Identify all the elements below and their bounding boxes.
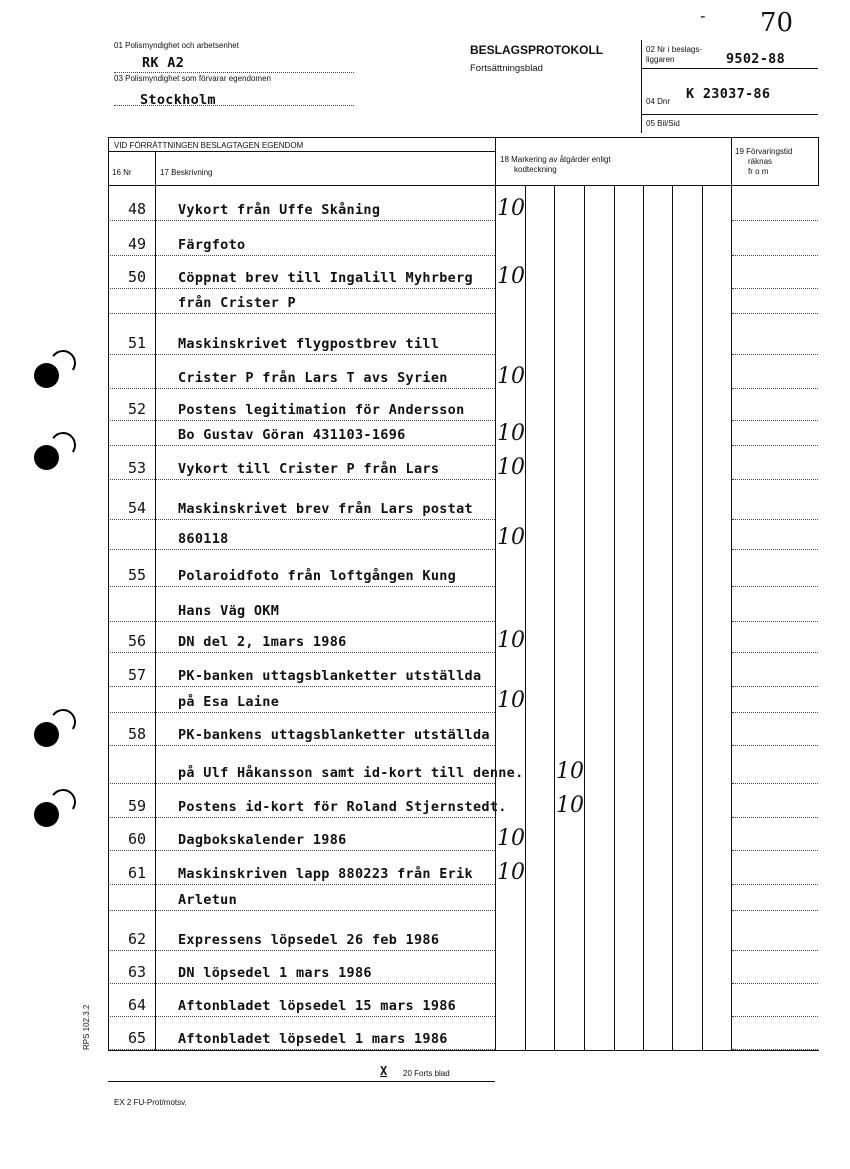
item-number: 52 <box>128 400 147 418</box>
item-description: Maskinskriven lapp 880223 från Erik <box>178 866 473 882</box>
action-mark: 10 <box>556 759 584 784</box>
item-description: Maskinskrivet flygpostbrev till <box>178 336 440 352</box>
item-description: PK-banken uttagsblanketter utställda <box>178 668 482 684</box>
col18-header-line2: kodteckning <box>514 165 557 174</box>
field02-value: 9502-88 <box>726 51 785 67</box>
page-number: 70 <box>760 8 794 38</box>
item-description: Aftonbladet löpsedel 15 mars 1986 <box>178 998 457 1014</box>
bottom-code: EX 2 FU-Prot/motsv. <box>114 1098 187 1107</box>
item-description: Polaroidfoto från loftgången Kung <box>178 568 457 584</box>
action-mark: 10 <box>497 196 525 221</box>
item-description: Postens legitimation för Andersson <box>178 402 465 418</box>
item-number: 59 <box>128 797 147 815</box>
action-mark: 10 <box>497 860 525 885</box>
item-description: DN löpsedel 1 mars 1986 <box>178 965 372 981</box>
field02-label-line2: liggaren <box>646 55 675 64</box>
item-number: 53 <box>128 459 147 477</box>
item-number: 50 <box>128 268 147 286</box>
col17-header: 17 Beskrivning <box>160 168 213 177</box>
col18-header-line1: 18 Markering av åtgärder enligt <box>500 155 611 164</box>
item-number: 61 <box>128 864 147 882</box>
item-number: 49 <box>128 235 147 253</box>
item-number: 65 <box>128 1029 147 1047</box>
action-mark: 10 <box>497 421 525 446</box>
field03-value: Stockholm <box>140 92 216 108</box>
action-mark: 10 <box>556 793 584 818</box>
item-number: 60 <box>128 830 147 848</box>
field02-label-line1: 02 Nr i beslags- <box>646 45 703 54</box>
item-description: Färgfoto <box>178 237 246 253</box>
item-description: Arletun <box>178 892 237 908</box>
field01-value: RK A2 <box>142 55 185 71</box>
item-number: 58 <box>128 725 147 743</box>
action-mark: 10 <box>497 364 525 389</box>
form-title: BESLAGSPROTOKOLL <box>470 43 604 57</box>
action-mark: 10 <box>497 688 525 713</box>
item-number: 48 <box>128 200 147 218</box>
section-header: VID FÖRRÄTTNINGEN BESLAGTAGEN EGENDOM <box>114 141 304 150</box>
col16-header: 16 Nr <box>112 168 132 177</box>
field01-label: 01 Polismyndighet och arbetsenhet <box>114 41 239 50</box>
item-description: Vykort till Crister P från Lars <box>178 461 440 477</box>
side-code: RPS 102.3.2 <box>82 1004 91 1050</box>
item-number: 55 <box>128 566 147 584</box>
item-number: 51 <box>128 334 147 352</box>
item-description: Bo Gustav Göran 431103-1696 <box>178 427 406 443</box>
item-description: 860118 <box>178 531 229 547</box>
item-description: från Crister P <box>178 295 296 311</box>
field03-label: 03 Polismyndighet som förvarar egendomen <box>114 74 271 83</box>
item-description: Aftonbladet löpsedel 1 mars 1986 <box>178 1031 448 1047</box>
action-mark: 10 <box>497 264 525 289</box>
continuation-label: 20 Forts blad <box>403 1069 450 1078</box>
item-number: 62 <box>128 930 147 948</box>
form-subtitle: Fortsättningsblad <box>470 63 543 74</box>
field04-label: 04 Dnr <box>646 97 671 106</box>
action-mark: 10 <box>497 628 525 653</box>
action-mark: 10 <box>497 826 525 851</box>
col19-header-line2: räknas <box>748 157 773 166</box>
action-mark: 10 <box>497 455 525 480</box>
field05-label: 05 Bil/Sid <box>646 119 680 128</box>
item-description: DN del 2, 1mars 1986 <box>178 634 347 650</box>
item-number: 56 <box>128 632 147 650</box>
item-description: på Ulf Håkansson samt id-kort till denne. <box>178 765 524 781</box>
item-description: Postens id-kort för Roland Stjernstedt. <box>178 799 507 815</box>
item-number: 57 <box>128 666 147 684</box>
item-description: PK-bankens uttagsblanketter utställda <box>178 727 490 743</box>
item-number: 54 <box>128 499 147 517</box>
col19-header-line3: fr o m <box>748 167 769 176</box>
item-description: Crister P från Lars T avs Syrien <box>178 370 448 386</box>
action-mark: 10 <box>497 525 525 550</box>
item-description: Cöppnat brev till Ingalill Myhrberg <box>178 270 473 286</box>
item-description: på Esa Laine <box>178 694 280 710</box>
col19-header-line1: 19 Förvaringstid <box>735 147 793 156</box>
item-description: Maskinskrivet brev från Lars postat <box>178 501 473 517</box>
item-description: Dagbokskalender 1986 <box>178 832 347 848</box>
item-number: 64 <box>128 996 147 1014</box>
item-number: 63 <box>128 963 147 981</box>
page-dash: - <box>700 6 706 25</box>
item-description: Vykort från Uffe Skåning <box>178 202 381 218</box>
item-description: Hans Väg OKM <box>178 603 280 619</box>
item-description: Expressens löpsedel 26 feb 1986 <box>178 932 440 948</box>
field04-value: K 23037-86 <box>686 86 771 102</box>
continuation-mark: X <box>380 1064 388 1078</box>
